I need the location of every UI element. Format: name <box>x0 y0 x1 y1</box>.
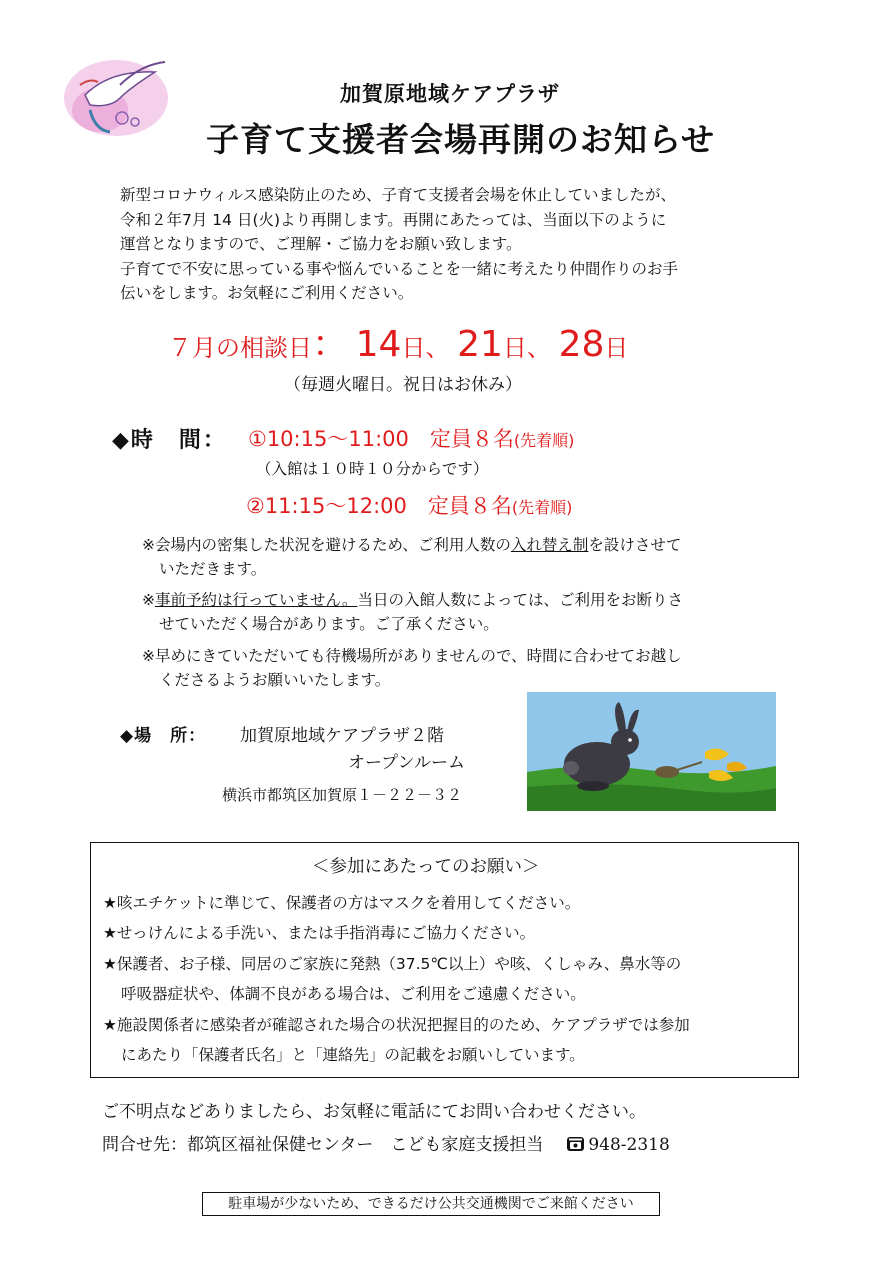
consultation-days <box>168 325 628 368</box>
venue-room: オープンルーム <box>348 753 466 773</box>
rule-item <box>103 949 681 1009</box>
slot-order: (先着順) <box>513 431 575 450</box>
rule-line: にあたり「保護者氏名」と「連絡先」の記載をお願いしています。 <box>121 1046 585 1064</box>
note-text: くださるようお願いいたします。 <box>159 671 391 689</box>
note-text: ※早めにきていただいても待機場所がありませんので、時間に合わせてお越し <box>142 647 682 665</box>
rule-line: ★施設関係者に感染者が確認された場合の状況把握目的のため、ケアプラザでは参加 <box>103 1016 690 1034</box>
rules-title: ＜参加にあたってのお願い＞ <box>312 857 540 877</box>
note-underlined: 入れ替え制 <box>510 536 589 554</box>
slot-capacity: 定員８名 <box>429 427 514 451</box>
consult-note: （毎週火曜日。祝日はお休み） <box>284 375 522 395</box>
note-text: ※会場内の密集した状況を避けるため、ご利用人数の <box>142 536 511 554</box>
venue-name: 加賀原地域ケアプラザ２階 <box>240 726 444 746</box>
stork-logo-illustration <box>60 50 178 142</box>
note-reservation <box>142 588 802 636</box>
rule-line: 呼吸器症状や、体調不良がある場合は、ご利用をご遠慮ください。 <box>121 985 586 1003</box>
slot-time: ①10:15～11:00 <box>248 427 409 451</box>
consult-day-suffix: 日、 <box>502 334 551 362</box>
rabbit-clipart <box>527 692 776 811</box>
note-waiting <box>142 644 802 692</box>
slot-time: ②11:15～12:00 <box>246 494 407 518</box>
note-text: いただきます。 <box>159 560 267 578</box>
intro-line: 伝いをします。お気軽にご利用ください。 <box>120 284 414 302</box>
intro-line: 子育てで不安に思っている事や悩んでいることを一緒に考えたり仲間作りのお手 <box>120 259 679 278</box>
venue-address: 横浜市都筑区加賀原１－２２－３２ <box>222 786 463 804</box>
contact-invite: ご不明点などありましたら、お気軽に電話にてお問い合わせください。 <box>102 1102 646 1122</box>
rule-item: ★咳エチケットに準じて、保護者の方はマスクを着用してください。 <box>103 894 581 912</box>
note-text: 当日の入館人数によっては、ご利用をお断りさ <box>357 591 683 609</box>
contact-office: 問合せ先：都筑区福祉保健センター こども家庭支援担当 <box>102 1135 544 1155</box>
intro-line: 運営となりますので、ご理解・ご協力をお願い致します。 <box>120 235 522 253</box>
rule-item: ★せっけんによる手洗い、または手指消毒にご協力ください。 <box>103 924 536 942</box>
parking-notice: 駐車場が少ないため、できるだけ公共交通機関でご来館ください <box>202 1192 660 1216</box>
note-text: せていただく場合があります。ご了承ください。 <box>159 615 499 633</box>
venue-label: ◆場 所： <box>120 726 207 746</box>
organization-name: 加賀原地域ケアプラザ <box>340 82 560 106</box>
consult-day: 28 <box>558 324 605 365</box>
consult-day: 21 <box>457 324 503 365</box>
note-text: ※ <box>142 591 155 609</box>
intro-text <box>120 183 800 306</box>
time-slot-2 <box>246 490 572 520</box>
consult-day-suffix: 日 <box>604 334 629 362</box>
intro-line: 令和２年7月 14 日(火)より再開します。再開にあたっては、当面以下のように <box>120 210 667 229</box>
rule-line: ★保護者、お子様、同居のご家族に発熱（37.5℃以上）や咳、くしゃみ、鼻水等の <box>103 955 682 973</box>
time-slot-1 <box>248 423 574 453</box>
note-underlined: 事前予約は行っていません。 <box>155 591 358 609</box>
phone-number: 948-2318 <box>588 1135 670 1155</box>
time-label: ◆時 間： <box>112 428 227 453</box>
consult-day: 14 <box>355 324 402 365</box>
rule-item <box>103 1010 690 1070</box>
consult-colon: ： <box>312 324 349 365</box>
slot-order: (先着順) <box>511 498 573 517</box>
note-crowding <box>142 533 802 581</box>
slot1-entry-note: （入館は１０時１０分からです） <box>256 460 489 478</box>
note-text: を設けさせて <box>588 536 682 554</box>
consult-day-suffix: 日、 <box>401 334 450 362</box>
contact-info <box>102 1130 670 1155</box>
consult-label: ７月の相談日 <box>168 334 312 362</box>
slot-capacity: 定員８名 <box>427 494 512 518</box>
phone-icon <box>567 1137 584 1151</box>
page-title: 子育て支援者会場再開のお知らせ <box>206 120 716 159</box>
intro-line: 新型コロナウィルス感染防止のため、子育て支援者会場を休止していましたが、 <box>120 186 676 204</box>
